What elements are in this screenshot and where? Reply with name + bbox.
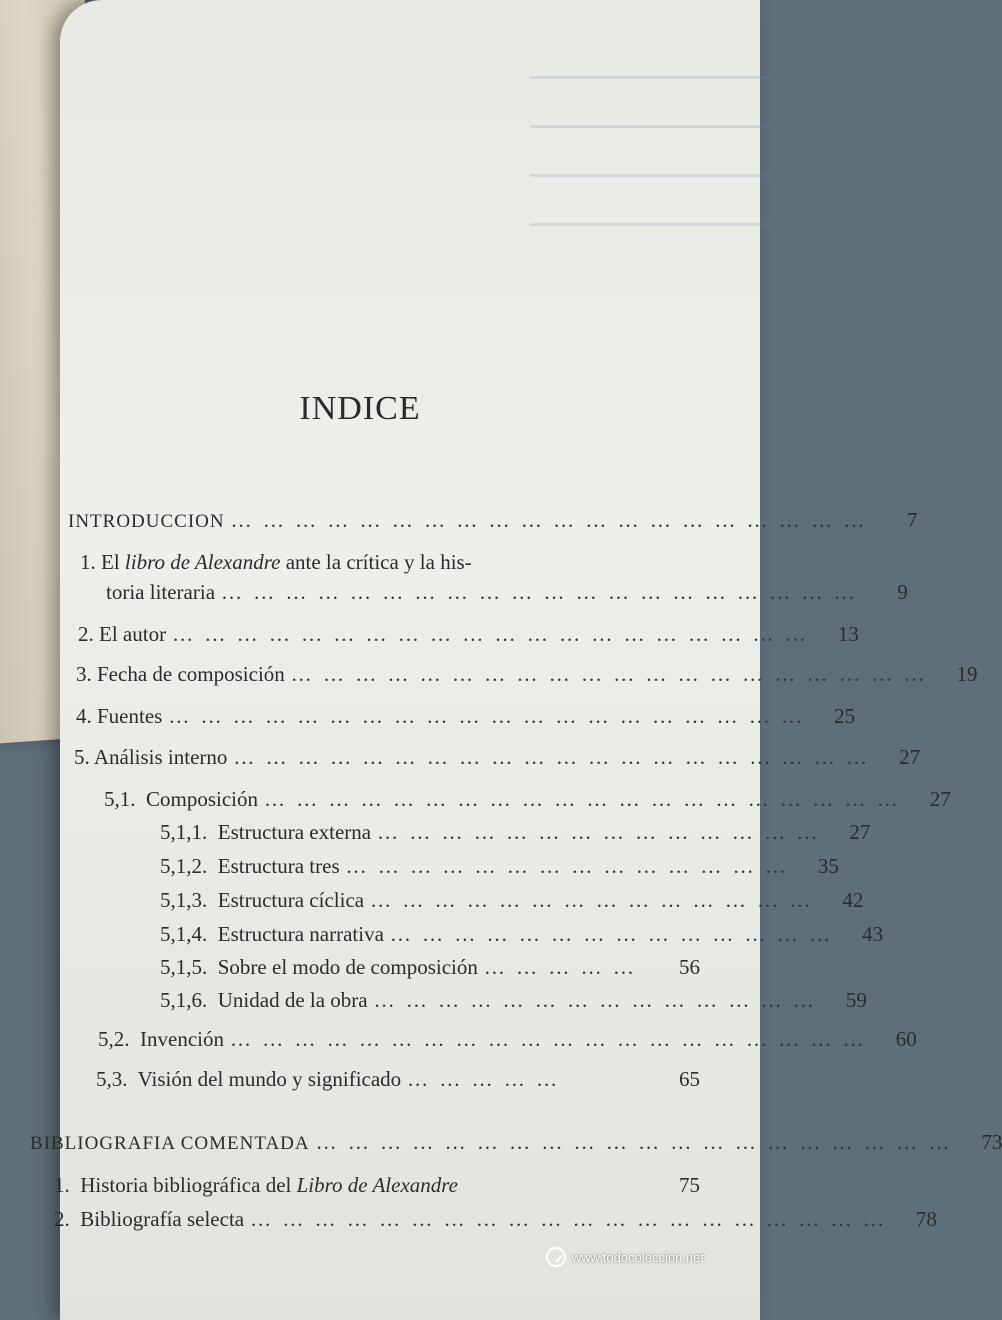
toc-entry-5-1-5 — [160, 955, 700, 980]
leader-dots: … … … … … … … … … … … … … … — [389, 922, 834, 946]
toc-label: Fuentes — [97, 704, 163, 728]
leader-dots: … … … … … … … … … … … … … … — [373, 988, 817, 1012]
toc-number: 5,1. — [104, 787, 136, 811]
toc-label-suffix: ante la crítica y la his- — [280, 550, 472, 574]
toc-page-number: 19 — [956, 662, 978, 686]
toc-number: 5,3. — [96, 1067, 128, 1091]
toc-label: Visión del mundo y significado — [137, 1067, 402, 1091]
toc-entry-5-3 — [96, 1067, 700, 1092]
toc-label-prefix: El — [101, 550, 125, 574]
leader-dots: … … … … … … … … … … … … … … … … … … … … — [172, 622, 809, 646]
watermark-text: www.todocoleccion.net — [571, 1249, 704, 1265]
toc-label: toria literaria — [106, 580, 216, 604]
toc-label: Estructura cíclica — [217, 888, 365, 912]
leader-dots: … … … … … … … … … … … … … … … … … … … … — [221, 580, 858, 604]
toc-entry-b1 — [54, 1173, 700, 1198]
toc-label: El autor — [99, 622, 167, 646]
toc-label: Estructura narrativa — [217, 922, 384, 946]
toc-label-italic: Libro de Alexandre — [296, 1173, 458, 1197]
toc-page-number: 59 — [845, 988, 867, 1012]
toc-label: Bibliografía selecta — [80, 1207, 245, 1231]
leader-dots: … … … … … … … … … … … … … … … … … … … … — [233, 745, 871, 769]
toc-page-number: 27 — [899, 745, 921, 769]
leader-dots: … … … … … … … … … … … … … … … … … … … … — [315, 1130, 953, 1154]
toc-number: 1. — [80, 550, 96, 574]
toc-page-number: 75 — [679, 1173, 700, 1197]
toc-number: 4. — [76, 704, 92, 728]
toc-page-number: 9 — [897, 580, 908, 604]
toc-entry-1-continuation — [106, 580, 908, 605]
toc-page-number: 13 — [837, 622, 859, 646]
page-title: INDICE — [299, 390, 421, 427]
toc-number: 2. — [78, 622, 94, 646]
toc-entry-3 — [76, 662, 978, 687]
toc-page-number: 43 — [862, 922, 884, 946]
toc-page-number: 25 — [834, 704, 856, 728]
leader-dots: … … … … … … … … … … … … … … … … … … … … — [250, 1207, 887, 1231]
toc-label: Invención — [140, 1027, 224, 1051]
toc-entry-bibliografia — [30, 1130, 1002, 1155]
toc-label: Análisis interno — [93, 745, 228, 769]
toc-label: Estructura tres — [217, 854, 340, 878]
toc-page-number: 56 — [679, 955, 700, 979]
toc-page-number: 27 — [929, 787, 951, 811]
toc-label-italic: libro de Alexandre — [124, 550, 281, 574]
toc-number: 2. — [54, 1207, 70, 1231]
toc-entry-5-1-1 — [160, 820, 871, 845]
toc-entry-introduccion — [68, 508, 918, 533]
toc-label: INTRODUCCION — [68, 511, 225, 532]
toc-entry-2 — [78, 622, 859, 647]
toc-number: 5,1,6. — [160, 988, 208, 1012]
leader-dots: … … … … … — [483, 955, 637, 979]
leader-dots: … … … … … … … … … … … … … … — [345, 854, 789, 878]
toc-number: 5,1,5. — [160, 955, 208, 979]
toc-label: Fecha de composición — [97, 662, 285, 686]
toc-number: 1. — [54, 1173, 70, 1197]
leader-dots: … … … … … … … … … … … … … … … … … … … … — [168, 704, 806, 728]
toc-page-number: 73 — [981, 1130, 1002, 1154]
toc-number: 5. — [74, 745, 90, 769]
watermark — [546, 1247, 704, 1267]
toc-page-number: 65 — [679, 1067, 700, 1091]
toc-number: 5,1,1. — [160, 820, 208, 844]
toc-number: 5,1,2. — [160, 854, 208, 878]
toc-page-number: 42 — [842, 888, 864, 912]
toc-page-number: 7 — [906, 508, 918, 532]
leader-dots: … … … … … … … … … … … … … … … … … … … … — [230, 508, 868, 532]
leader-dots: … … … … … — [407, 1067, 561, 1091]
toc-label: Estructura externa — [217, 820, 372, 844]
toc-entry-5-1-2 — [160, 854, 839, 879]
leader-dots: … … … … … … … … … … … … … … … … … … … … — [229, 1027, 867, 1051]
toc-entry-5-1 — [104, 787, 951, 812]
toc-number: 5,1,4. — [160, 922, 208, 946]
leader-dots: … … … … … … … … … … … … … … … … … … … … — [264, 787, 901, 811]
leader-dots: … … … … … … … … … … … … … … — [370, 888, 814, 912]
leader-dots: … … … … … … … … … … … … … … — [377, 820, 821, 844]
toc-entry-1 — [80, 550, 700, 575]
toc-label: Composición — [146, 787, 259, 811]
toc-entry-5-1-3 — [160, 888, 864, 913]
toc-page-number: 35 — [817, 854, 839, 878]
toc-entry-b2 — [54, 1207, 937, 1232]
toc-page-number: 27 — [849, 820, 871, 844]
toc-label: BIBLIOGRAFIA COMENTADA — [30, 1133, 310, 1154]
toc-page-number: 78 — [915, 1207, 937, 1231]
leader-dots: … … … … … … … … … … … … … … … … … … … … — [290, 662, 928, 686]
toc-number: 5,2. — [98, 1027, 130, 1051]
toc-entry-4 — [76, 704, 856, 729]
toc-label: Sobre el modo de composición — [217, 955, 478, 979]
toc-entry-5-2 — [98, 1027, 917, 1052]
toc-entry-5 — [74, 745, 921, 770]
toc-number: 3. — [76, 662, 92, 686]
toc-entry-5-1-6 — [160, 988, 867, 1013]
toc-number: 5,1,3. — [160, 888, 208, 912]
toc-page-number: 60 — [895, 1027, 917, 1051]
toc-entry-5-1-4 — [160, 922, 884, 947]
todocoleccion-logo-icon — [546, 1247, 566, 1267]
toc-label-prefix: Historia bibliográfica del — [80, 1173, 297, 1197]
toc-label: Unidad de la obra — [217, 988, 368, 1012]
